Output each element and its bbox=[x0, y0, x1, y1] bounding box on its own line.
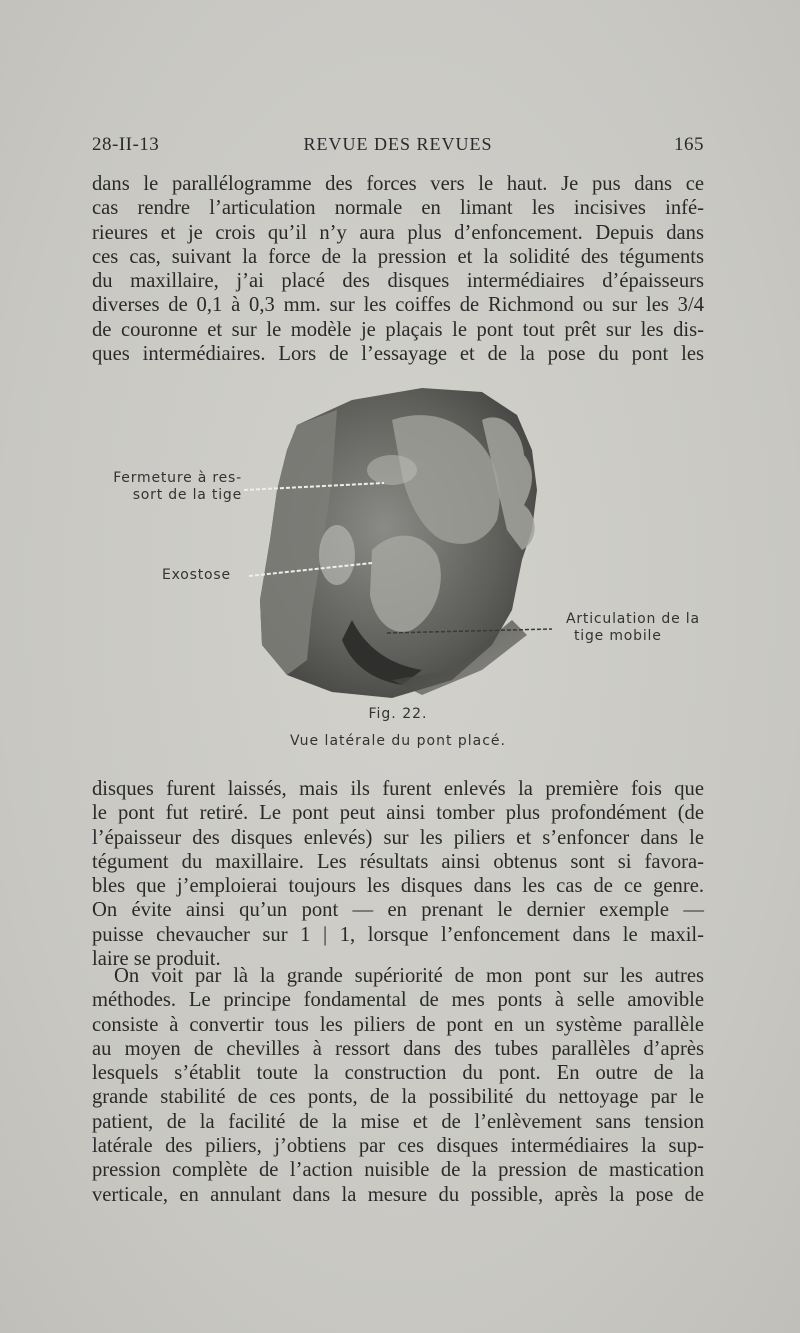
text-line: dans le parallélogramme des forces vers le haut. Je pus dans ce bbox=[92, 173, 704, 195]
label-line: tige mobile bbox=[574, 628, 662, 644]
label-line: Articulation de la bbox=[566, 611, 700, 627]
label-line: Fermeture à res- bbox=[113, 470, 242, 486]
label-line: sort de la tige bbox=[132, 487, 242, 503]
text-line: pression complète de l’action nuisible de la pression de mastication bbox=[92, 1159, 704, 1182]
paragraph-2 bbox=[92, 777, 704, 971]
text-line: lesquels s’établit toute la construction du pont. En outre de la bbox=[92, 1062, 704, 1085]
label-spring bbox=[104, 470, 242, 504]
text-line: au moyen de chevilles à ressort dans des tubes parallèles d’après bbox=[92, 1037, 704, 1060]
label-exostose: Exostose bbox=[162, 567, 231, 583]
header-date: 28-II-13 bbox=[92, 134, 160, 155]
text-line: puisse chevaucher sur 1 | 1, lorsque l’enfoncement dans le maxil- bbox=[92, 923, 704, 946]
text-line: diverses de 0,1 à 0,3 mm. sur les coiffes de Richmond ou sur les 3/4 bbox=[92, 294, 704, 317]
header-title: REVUE DES REVUES bbox=[303, 134, 493, 154]
running-header bbox=[92, 134, 704, 160]
text-line: consiste à convertir tous les piliers de pont en un système parallèle bbox=[92, 1013, 704, 1036]
paragraph-1 bbox=[92, 172, 704, 366]
text-line: tégument du maxillaire. Les résultats ainsi obtenus sont si favora- bbox=[92, 850, 704, 873]
text-line: l’épaisseur des disques enlevés) sur les piliers et s’enfoncer dans le bbox=[92, 826, 704, 849]
text-line: méthodes. Le principe fondamental de mes ponts à selle amovible bbox=[92, 989, 704, 1012]
text-line: du maxillaire, j’ai placé des disques intermédiaires d’épaisseurs bbox=[92, 270, 704, 293]
text-line: de couronne et sur le modèle je plaçais le pont tout prêt sur les dis- bbox=[92, 318, 704, 341]
text-line: bles que j’emploierai toujours les disques dans les cas de ce genre. bbox=[92, 875, 704, 898]
text-line: latérale des piliers, j’obtiens par ces disques intermédiaires la sup- bbox=[92, 1135, 704, 1158]
text-line: laire se produit. bbox=[92, 948, 221, 971]
text-line: patient, de la facilité de la mise et de l’enlèvement sans tension bbox=[92, 1110, 704, 1133]
text-line: ques intermédiaires. Lors de l’essayage et de la pose du pont les bbox=[92, 343, 704, 366]
text-line: On voit par là la grande supériorité de mon pont sur les autres bbox=[114, 965, 704, 987]
figure-caption: Vue latérale du pont placé. bbox=[289, 733, 506, 749]
text-line: grande stabilité de ces ponts, de la possibilité du nettoyage par le bbox=[92, 1086, 704, 1109]
text-line: On évite ainsi qu’un pont — en prenant le dernier exemple — bbox=[92, 899, 704, 922]
figure-number: Fig. 22. bbox=[368, 706, 428, 722]
paragraph-3 bbox=[92, 964, 704, 1207]
label-articulation bbox=[566, 611, 700, 645]
text-line: rieures et je crois qu’il n’y aura plus d’enfoncement. Depuis dans bbox=[92, 221, 704, 244]
figure-22 bbox=[92, 380, 704, 750]
text-line: disques furent laissés, mais ils furent enlevés la première fois que bbox=[92, 778, 704, 800]
page-number: 165 bbox=[674, 134, 704, 155]
text-line: ces cas, suivant la force de la pression et la solidité des téguments bbox=[92, 245, 704, 268]
text-line: verticale, en annulant dans la mesure du possible, après la pose de bbox=[92, 1183, 704, 1206]
text-line: le pont fut retiré. Le pont peut ainsi tomber plus profondément (de bbox=[92, 802, 704, 825]
dental-bridge-photo bbox=[92, 380, 704, 750]
text-line: cas rendre l’articulation normale en limant les incisives infé- bbox=[92, 197, 704, 220]
